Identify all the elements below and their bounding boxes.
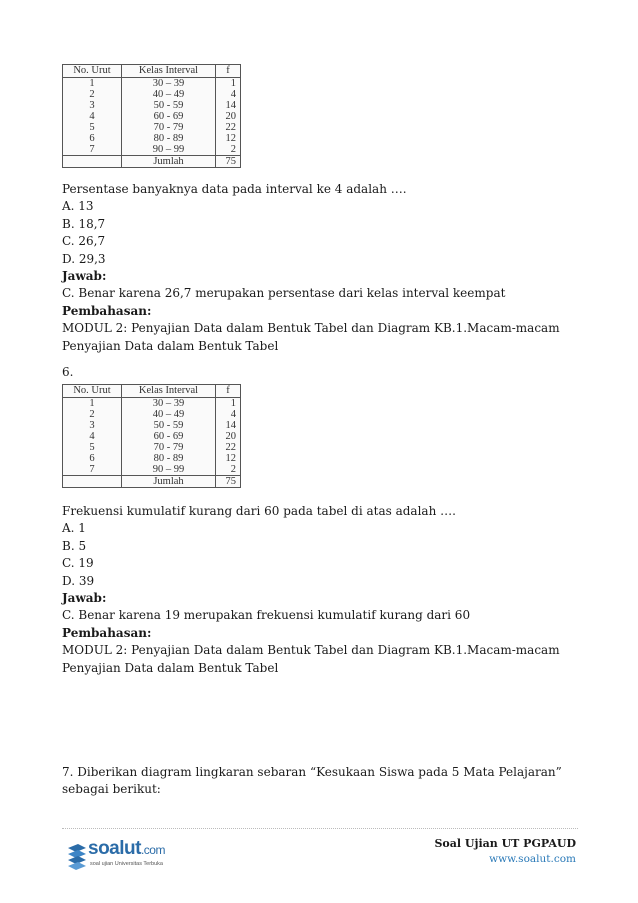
logo-tagline: soal ujian Universitas Terbuka <box>90 861 163 867</box>
cell-f: 12 <box>216 133 241 144</box>
cell-interval: 50 - 59 <box>122 420 216 431</box>
cell-interval: 80 - 89 <box>122 453 216 464</box>
table-row <box>63 122 241 133</box>
answer-text: C. Benar karena 26,7 merupakan persentase dari kelas interval keempat <box>62 286 506 301</box>
header-no-urut: No. Urut <box>63 385 122 398</box>
cell-interval: 40 – 49 <box>122 89 216 100</box>
cell-blank <box>63 156 122 168</box>
table-header-row <box>63 385 241 398</box>
table-row <box>63 431 241 442</box>
cell-f: 22 <box>216 442 241 453</box>
option-d: D. 29,3 <box>62 251 106 266</box>
header-no-urut: No. Urut <box>63 65 122 78</box>
table-total-row <box>63 476 241 488</box>
cell-f: 14 <box>216 420 241 431</box>
option-a: A. 13 <box>62 199 94 214</box>
answer-text: C. Benar karena 19 merupakan frekuensi kumulatif kurang dari 60 <box>62 608 471 623</box>
cell-f: 4 <box>216 409 241 420</box>
cell-no: 5 <box>63 122 122 133</box>
question-6 <box>62 503 582 677</box>
table-header-row <box>63 65 241 78</box>
cell-no: 3 <box>63 420 122 431</box>
answer-label: Jawab: <box>62 591 107 606</box>
cell-total-label: Jumlah <box>122 476 216 488</box>
discussion-label: Pembahasan: <box>62 625 152 640</box>
table-row <box>63 144 241 156</box>
cell-no: 6 <box>63 133 122 144</box>
question-6-number <box>62 364 582 381</box>
footer-divider <box>62 828 578 829</box>
cell-interval: 90 – 99 <box>122 464 216 476</box>
answer-label: Jawab: <box>62 269 107 284</box>
footer-title: Soal Ujian UT PGPAUD <box>434 837 576 850</box>
cell-interval: 30 – 39 <box>122 398 216 410</box>
cell-no: 6 <box>63 453 122 464</box>
cell-interval: 70 - 79 <box>122 122 216 133</box>
discussion-text: MODUL 2: Penyajian Data dalam Bentuk Tabel dan Diagram KB.1.Macam-macam Penyajian Data dalam Bentuk Tabel <box>62 643 560 675</box>
cell-total-label: Jumlah <box>122 156 216 168</box>
option-b: B. 18,7 <box>62 216 106 231</box>
cell-blank <box>63 476 122 488</box>
option-a: A. 1 <box>62 521 86 536</box>
cell-no: 2 <box>63 89 122 100</box>
footer-url[interactable]: www.soalut.com <box>489 853 576 865</box>
table-row <box>63 464 241 476</box>
option-b: B. 5 <box>62 538 87 553</box>
cell-f: 20 <box>216 431 241 442</box>
frequency-table-2 <box>62 384 241 488</box>
cell-no: 7 <box>63 464 122 476</box>
cell-no: 3 <box>63 100 122 111</box>
table-row <box>63 409 241 420</box>
table-row <box>63 89 241 100</box>
option-d: D. 39 <box>62 573 95 588</box>
table-row <box>63 442 241 453</box>
table-row <box>63 453 241 464</box>
table-row <box>63 398 241 410</box>
cell-f: 20 <box>216 111 241 122</box>
cell-f: 1 <box>216 78 241 90</box>
table-row <box>63 420 241 431</box>
cell-no: 5 <box>63 442 122 453</box>
cell-no: 4 <box>63 431 122 442</box>
cell-no: 2 <box>63 409 122 420</box>
cell-total-value: 75 <box>216 476 241 488</box>
cell-f: 2 <box>216 464 241 476</box>
cell-interval: 40 – 49 <box>122 409 216 420</box>
book-stack-icon <box>66 840 88 870</box>
header-f: f <box>216 385 241 398</box>
table-row <box>63 78 241 90</box>
question-text: 7. Diberikan diagram lingkaran sebaran “Kesukaan Siswa pada 5 Mata Pelajaran” sebagai berikut: <box>62 765 562 797</box>
soalut-logo[interactable] <box>66 838 196 872</box>
table-row <box>63 133 241 144</box>
table-row <box>63 100 241 111</box>
option-c: C. 19 <box>62 556 94 571</box>
cell-f: 22 <box>216 122 241 133</box>
table-row <box>63 111 241 122</box>
cell-f: 2 <box>216 144 241 156</box>
cell-no: 1 <box>63 78 122 90</box>
cell-interval: 90 – 99 <box>122 144 216 156</box>
cell-f: 12 <box>216 453 241 464</box>
question-7 <box>62 764 582 799</box>
question-text: Frekuensi kumulatif kurang dari 60 pada tabel di atas adalah …. <box>62 504 456 518</box>
question-text: Persentase banyaknya data pada interval ke 4 adalah …. <box>62 182 407 196</box>
logo-com-text: .com <box>140 843 165 857</box>
header-f: f <box>216 65 241 78</box>
cell-no: 7 <box>63 144 122 156</box>
cell-f: 14 <box>216 100 241 111</box>
question-number: 6. <box>62 365 74 379</box>
header-kelas-interval: Kelas Interval <box>122 65 216 78</box>
table-total-row <box>63 156 241 168</box>
cell-interval: 80 - 89 <box>122 133 216 144</box>
cell-no: 4 <box>63 111 122 122</box>
discussion-label: Pembahasan: <box>62 303 152 318</box>
discussion-text: MODUL 2: Penyajian Data dalam Bentuk Tabel dan Diagram KB.1.Macam-macam Penyajian Data dalam Bentuk Tabel <box>62 321 560 353</box>
cell-no: 1 <box>63 398 122 410</box>
logo-main-text: soalut <box>88 838 141 859</box>
logo-wordmark <box>88 838 165 860</box>
header-kelas-interval: Kelas Interval <box>122 385 216 398</box>
cell-interval: 60 - 69 <box>122 431 216 442</box>
question-5 <box>62 181 582 355</box>
cell-f: 4 <box>216 89 241 100</box>
cell-interval: 70 - 79 <box>122 442 216 453</box>
frequency-table-1 <box>62 64 241 168</box>
cell-interval: 50 - 59 <box>122 100 216 111</box>
option-c: C. 26,7 <box>62 234 106 249</box>
cell-interval: 30 – 39 <box>122 78 216 90</box>
cell-f: 1 <box>216 398 241 410</box>
cell-interval: 60 - 69 <box>122 111 216 122</box>
cell-total-value: 75 <box>216 156 241 168</box>
